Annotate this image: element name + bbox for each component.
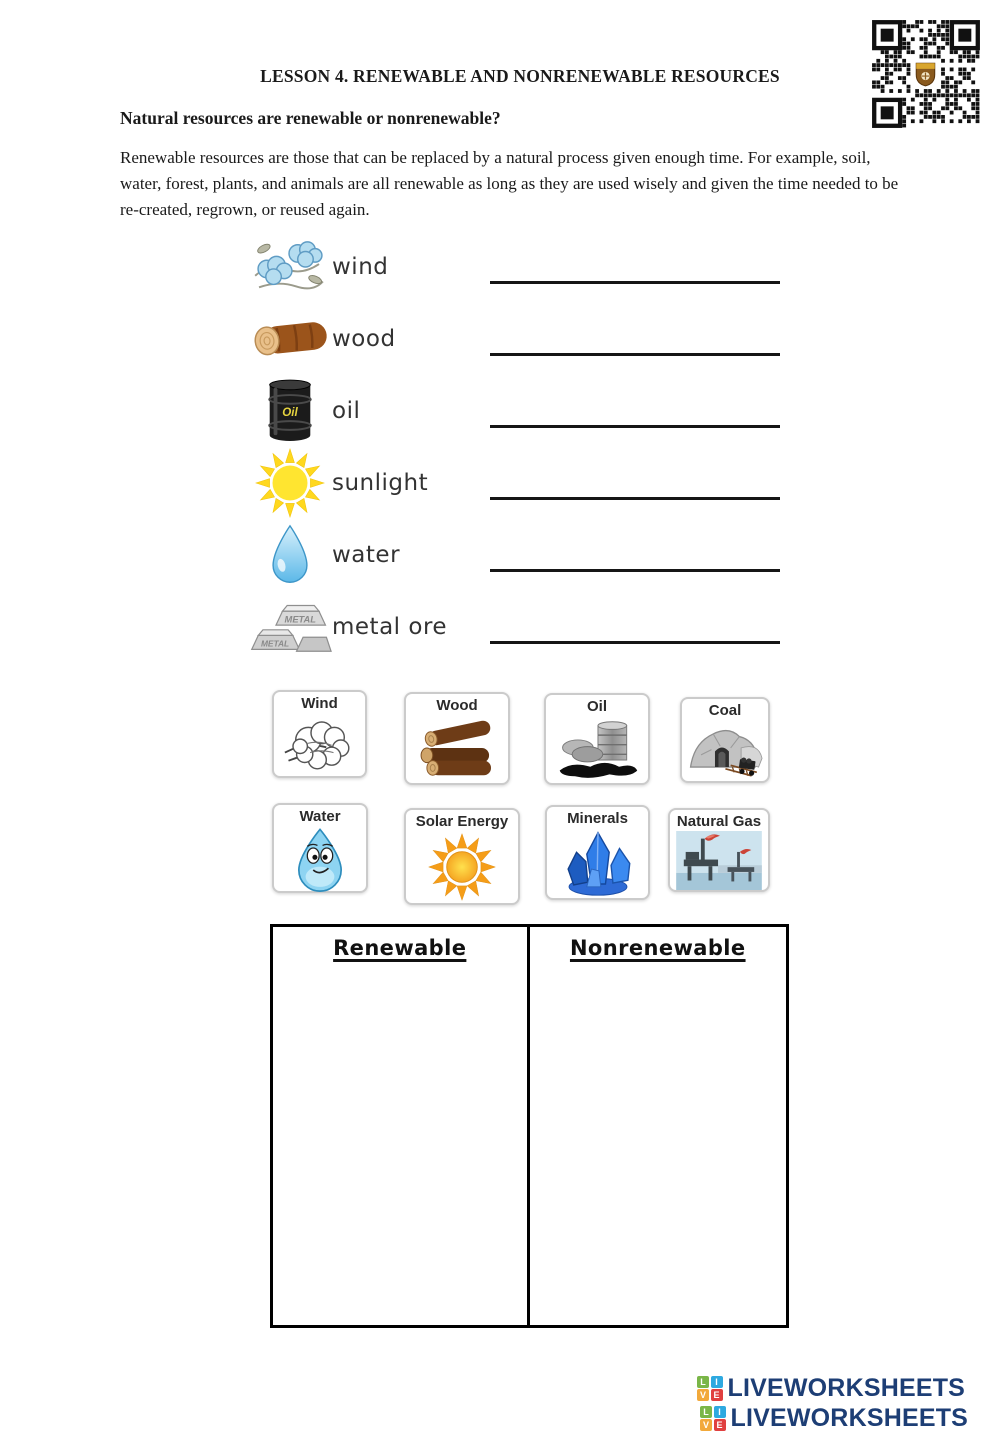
answer-blank[interactable] bbox=[490, 641, 780, 644]
card-label: Natural Gas bbox=[676, 813, 762, 830]
wind-icon bbox=[250, 237, 330, 297]
list-item bbox=[248, 447, 788, 519]
card-label: Coal bbox=[708, 702, 742, 719]
intro-paragraph: Renewable resources are those that can be replaced by a natural process given enough time. For example, soil, water, forest, plants, and animals are all renewable as long as they are used wisely and given the time needed to be re-created, regrown, or reused again. bbox=[120, 148, 899, 219]
card-label: Wood bbox=[436, 697, 478, 714]
svg-text:METAL: METAL bbox=[284, 614, 316, 625]
card-minerals[interactable] bbox=[545, 805, 650, 900]
item-label: wood bbox=[332, 326, 396, 352]
question-heading: Natural resources are renewable or nonrenewable? bbox=[120, 108, 501, 128]
card-water[interactable] bbox=[272, 803, 368, 893]
answer-blank[interactable] bbox=[490, 425, 780, 428]
card-wind[interactable] bbox=[272, 690, 367, 778]
logo-wordmark: LIVEWORKSHEETS bbox=[730, 1404, 969, 1432]
card-label: Solar Energy bbox=[415, 813, 509, 830]
list-item bbox=[248, 303, 788, 375]
card-label: Minerals bbox=[567, 810, 628, 827]
card-label: Water bbox=[299, 808, 341, 825]
coal-mine-icon bbox=[683, 720, 767, 781]
liveworksheets-logo[interactable] bbox=[697, 1374, 965, 1403]
wind-sketch-icon bbox=[276, 713, 364, 776]
svg-text:Oil: Oil bbox=[282, 405, 298, 419]
list-item bbox=[248, 231, 788, 303]
liveworksheets-logo-clipped bbox=[700, 1404, 968, 1433]
metal-ingots-icon bbox=[248, 599, 332, 655]
logo-wordmark: LIVEWORKSHEETS bbox=[727, 1374, 966, 1402]
item-label: metal ore bbox=[332, 614, 448, 640]
list-item bbox=[248, 375, 788, 447]
wood-logs-icon bbox=[410, 715, 505, 783]
item-label: oil bbox=[332, 398, 361, 424]
card-wood[interactable] bbox=[404, 692, 510, 785]
item-label: wind bbox=[332, 254, 389, 280]
answer-blank[interactable] bbox=[490, 497, 780, 500]
oil-barrel-icon bbox=[261, 377, 319, 445]
oil-spill-icon bbox=[550, 716, 645, 783]
card-label: Wind bbox=[301, 695, 338, 712]
item-label: sunlight bbox=[332, 470, 429, 496]
renewable-drop-zone[interactable] bbox=[273, 960, 527, 1300]
logo-squares-icon: L I V E bbox=[697, 1376, 723, 1402]
water-drop-icon bbox=[267, 524, 313, 586]
svg-text:METAL: METAL bbox=[260, 638, 290, 649]
sorting-table bbox=[270, 924, 789, 1328]
card-oil[interactable] bbox=[544, 693, 650, 785]
list-item bbox=[248, 591, 788, 663]
renewable-header: Renewable bbox=[333, 936, 467, 960]
answer-blank[interactable] bbox=[490, 281, 780, 284]
card-coal[interactable] bbox=[680, 697, 770, 783]
page-title: LESSON 4. RENEWABLE AND NONRENEWABLE RESOURCES bbox=[260, 66, 780, 86]
logo-squares-icon: L I V E bbox=[700, 1406, 726, 1432]
log-icon bbox=[248, 312, 332, 366]
match-list bbox=[248, 231, 788, 663]
minerals-crystals-icon bbox=[554, 828, 642, 898]
list-item bbox=[248, 519, 788, 591]
answer-blank[interactable] bbox=[490, 569, 780, 572]
sun-icon bbox=[255, 448, 325, 518]
nonrenewable-drop-zone[interactable] bbox=[530, 960, 787, 1300]
natural-gas-plant-icon bbox=[674, 831, 764, 890]
card-solar-energy[interactable] bbox=[404, 808, 520, 905]
water-cartoon-icon bbox=[288, 826, 352, 892]
card-label: Oil bbox=[586, 698, 607, 715]
card-natural-gas[interactable] bbox=[668, 808, 770, 892]
item-label: water bbox=[332, 542, 401, 568]
nonrenewable-header: Nonrenewable bbox=[569, 936, 746, 960]
answer-blank[interactable] bbox=[490, 353, 780, 356]
solar-energy-sun-icon bbox=[424, 831, 500, 903]
